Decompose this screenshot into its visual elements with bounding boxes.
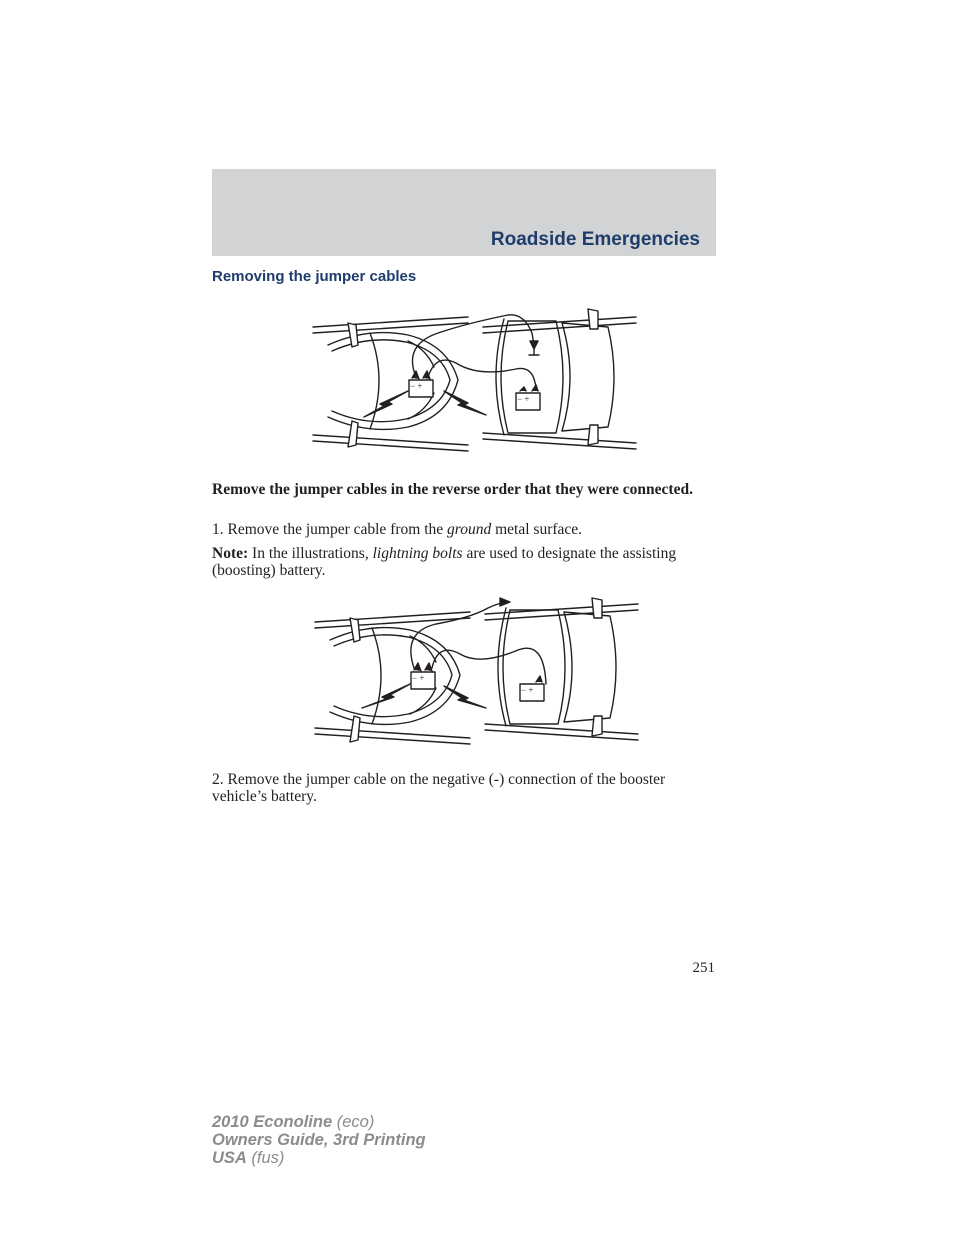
subheading: Removing the jumper cables xyxy=(212,268,417,285)
battery-terminals-right: − + xyxy=(517,394,530,404)
note-paragraph: Note: In the illustrations, lightning bolts are used to designate the assisting (boosting) battery. xyxy=(212,545,677,579)
footer-line-1: 2010 Econoline (eco) xyxy=(212,1113,375,1131)
step-1-emphasis: ground xyxy=(447,521,492,538)
note-label: Note: xyxy=(212,545,249,562)
lightning-bolt-icon xyxy=(364,391,408,417)
section-header-band xyxy=(212,169,716,256)
footer-line-3: USA (fus) xyxy=(212,1149,285,1167)
page-number: 251 xyxy=(692,960,715,976)
lightning-bolt-icon xyxy=(444,391,486,415)
intro-instruction: Remove the jumper cables in the reverse order that they were connected. xyxy=(212,481,693,498)
battery-terminals-left: − + xyxy=(412,673,425,683)
right-vehicle xyxy=(483,309,636,449)
step-2: 2. Remove the jumper cable on the negative (-) connection of the booster vehicle’s battery. xyxy=(212,771,666,805)
jumper-cable-figure-2 xyxy=(310,596,642,758)
jumper-cable-figure-1 xyxy=(308,305,640,467)
section-title: Roadside Emergencies xyxy=(490,229,700,250)
battery-terminals-right: − + xyxy=(521,685,534,695)
left-vehicle xyxy=(313,317,468,451)
battery-terminals-left: − + xyxy=(410,381,423,391)
right-vehicle xyxy=(485,598,638,740)
step-1: 1. Remove the jumper cable from the ground metal surface. xyxy=(212,521,583,538)
lightning-bolt-icon xyxy=(362,684,410,708)
footer-document-info xyxy=(212,1113,426,1167)
footer-line-2: Owners Guide, 3rd Printing xyxy=(212,1131,426,1149)
left-vehicle xyxy=(315,612,470,744)
note-emphasis: lightning bolts xyxy=(372,545,463,562)
